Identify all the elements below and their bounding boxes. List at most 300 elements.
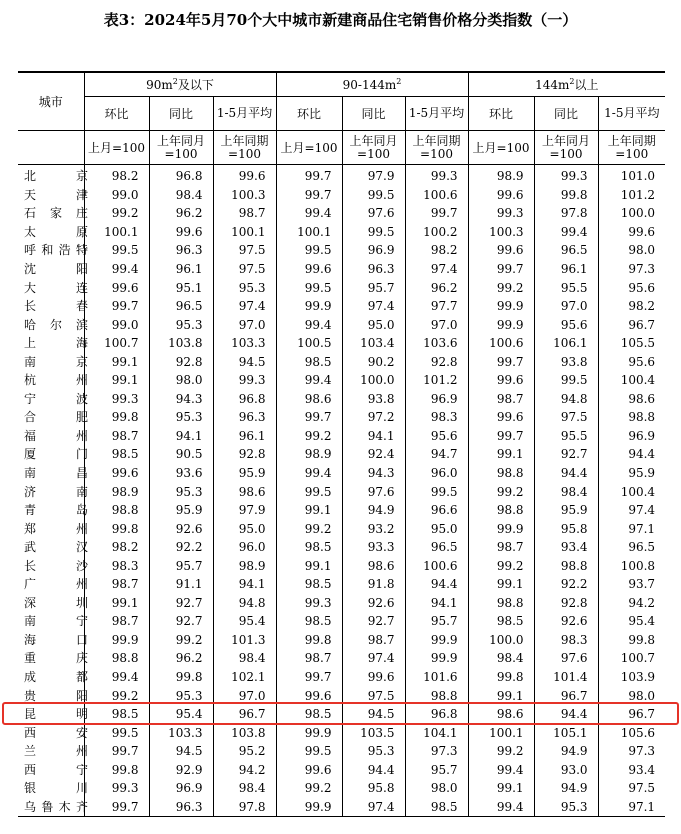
index-value-cell: 99.1 [84, 594, 149, 613]
index-value-cell: 98.7 [276, 649, 342, 668]
index-value-cell: 100.4 [598, 371, 665, 390]
index-value-cell: 99.4 [276, 371, 342, 390]
index-value-cell: 100.7 [84, 334, 149, 353]
index-value-cell: 92.6 [534, 612, 598, 631]
index-value-cell: 100.6 [405, 556, 468, 575]
index-value-cell: 95.9 [598, 464, 665, 483]
index-value-cell: 99.7 [468, 352, 534, 371]
index-value-cell: 93.8 [534, 352, 598, 371]
index-value-cell: 96.9 [405, 390, 468, 409]
city-name-text: 南 昌 [24, 466, 88, 481]
index-value-cell: 97.5 [534, 408, 598, 427]
city-name-text: 长 春 [24, 299, 88, 314]
index-value-cell: 99.1 [276, 501, 342, 520]
header-base-mom: 上月=100 [468, 131, 534, 165]
table-row [18, 165, 665, 186]
index-value-cell: 99.2 [468, 482, 534, 501]
index-value-cell: 94.9 [534, 779, 598, 798]
index-value-cell: 99.2 [468, 742, 534, 761]
index-value-cell: 103.3 [213, 334, 276, 353]
index-value-cell: 99.9 [84, 631, 149, 650]
table-row [18, 649, 665, 668]
header-group-90-below: $90m^2$及以下 [84, 72, 276, 97]
index-value-cell: 95.1 [149, 278, 213, 297]
table-row [18, 223, 665, 242]
index-value-cell: 90.2 [342, 352, 405, 371]
index-value-cell: 95.3 [149, 315, 213, 334]
city-name [18, 371, 88, 390]
index-value-cell: 98.7 [213, 204, 276, 223]
index-value-cell: 98.5 [84, 705, 149, 724]
city-name [18, 223, 88, 242]
index-value-cell: 99.7 [468, 427, 534, 446]
index-value-cell: 103.8 [213, 723, 276, 742]
index-value-cell: 92.8 [405, 352, 468, 371]
index-value-cell: 94.2 [213, 761, 276, 780]
index-value-cell: 97.4 [405, 260, 468, 279]
index-value-cell: 98.0 [598, 241, 665, 260]
index-value-cell: 100.0 [342, 371, 405, 390]
index-value-cell: 94.4 [405, 575, 468, 594]
index-value-cell: 99.6 [276, 260, 342, 279]
city-name-text: 济 南 [24, 484, 88, 499]
index-value-cell: 100.6 [405, 186, 468, 205]
city-name [18, 723, 88, 742]
index-value-cell: 97.3 [598, 260, 665, 279]
index-value-cell: 94.5 [149, 742, 213, 761]
index-value-cell: 98.5 [405, 798, 468, 817]
index-value-cell: 97.5 [342, 686, 405, 705]
index-value-cell: 98.5 [468, 612, 534, 631]
index-value-cell: 99.5 [276, 482, 342, 501]
index-value-cell: 98.9 [213, 556, 276, 575]
city-name-text: 深 圳 [24, 595, 88, 610]
index-value-cell: 95.0 [405, 519, 468, 538]
index-value-cell: 99.6 [468, 241, 534, 260]
index-value-cell: 99.9 [276, 798, 342, 817]
index-value-cell: 96.3 [149, 241, 213, 260]
index-value-cell: 98.5 [276, 538, 342, 557]
index-value-cell: 94.4 [342, 761, 405, 780]
city-name [18, 165, 88, 186]
index-value-cell: 93.4 [598, 761, 665, 780]
city-name [18, 575, 88, 594]
index-value-cell: 99.4 [84, 668, 149, 687]
index-value-cell: 99.7 [276, 186, 342, 205]
index-value-cell: 98.0 [405, 779, 468, 798]
index-value-cell: 98.5 [276, 612, 342, 631]
table-row [18, 464, 665, 483]
index-value-cell: 99.1 [468, 686, 534, 705]
index-value-cell: 99.2 [276, 519, 342, 538]
index-value-cell: 103.5 [342, 723, 405, 742]
index-value-cell: 99.4 [468, 761, 534, 780]
index-value-cell: 97.5 [213, 241, 276, 260]
index-value-cell: 95.8 [534, 519, 598, 538]
city-name-text: 广 州 [24, 577, 88, 592]
index-value-cell: 93.2 [342, 519, 405, 538]
index-value-cell: 100.1 [213, 223, 276, 242]
index-value-cell: 95.7 [405, 761, 468, 780]
index-value-cell: 98.5 [276, 705, 342, 724]
index-value-cell: 98.6 [342, 556, 405, 575]
index-value-cell: 99.3 [213, 371, 276, 390]
index-value-cell: 98.9 [468, 165, 534, 186]
index-value-cell: 96.5 [598, 538, 665, 557]
index-value-cell: 98.4 [213, 779, 276, 798]
city-name [18, 761, 88, 780]
index-value-cell: 100.3 [468, 223, 534, 242]
city-name [18, 556, 88, 575]
city-name [18, 427, 88, 446]
index-value-cell: 97.1 [598, 519, 665, 538]
index-value-cell: 101.3 [213, 631, 276, 650]
index-value-cell: 99.6 [468, 408, 534, 427]
table-row [18, 186, 665, 205]
index-value-cell: 96.0 [405, 464, 468, 483]
city-name [18, 594, 88, 613]
index-value-cell: 99.3 [405, 165, 468, 186]
table-row [18, 519, 665, 538]
city-name [18, 464, 88, 483]
index-value-cell: 103.4 [342, 334, 405, 353]
index-value-cell: 93.7 [598, 575, 665, 594]
index-value-cell: 97.4 [342, 297, 405, 316]
index-value-cell: 95.6 [534, 315, 598, 334]
index-value-cell: 99.8 [149, 668, 213, 687]
index-value-cell: 98.8 [468, 501, 534, 520]
city-name [18, 538, 88, 557]
index-value-cell: 96.8 [149, 165, 213, 186]
city-name-text: 南 宁 [24, 614, 88, 629]
header-mom: 环比 [468, 97, 534, 131]
index-value-cell: 99.1 [84, 371, 149, 390]
index-value-cell: 95.4 [213, 612, 276, 631]
header-avg: 1-5月平均 [598, 97, 665, 131]
index-value-cell: 99.4 [276, 464, 342, 483]
city-name-text: 西 安 [24, 725, 88, 740]
index-value-cell: 92.4 [342, 445, 405, 464]
index-value-cell: 99.6 [342, 668, 405, 687]
city-name [18, 186, 88, 205]
index-value-cell: 95.3 [342, 742, 405, 761]
index-value-cell: 96.3 [342, 260, 405, 279]
header-base-yoy: 上年同月=100 [534, 131, 598, 165]
index-value-cell: 91.1 [149, 575, 213, 594]
index-value-cell: 95.3 [149, 686, 213, 705]
index-value-cell: 95.3 [149, 408, 213, 427]
index-value-cell: 99.4 [468, 798, 534, 817]
index-value-cell: 105.5 [598, 334, 665, 353]
index-value-cell: 98.7 [84, 427, 149, 446]
header-mom: 环比 [276, 97, 342, 131]
index-value-cell: 99.5 [84, 241, 149, 260]
index-value-cell: 98.3 [84, 556, 149, 575]
city-name-text: 北 京 [24, 169, 88, 184]
index-value-cell: 97.0 [534, 297, 598, 316]
index-value-cell: 94.3 [342, 464, 405, 483]
city-name [18, 390, 88, 409]
index-value-cell: 99.9 [468, 297, 534, 316]
index-value-cell: 92.8 [149, 352, 213, 371]
table-row [18, 260, 665, 279]
index-value-cell: 99.7 [276, 408, 342, 427]
index-value-cell: 94.3 [149, 390, 213, 409]
index-value-cell: 94.4 [534, 464, 598, 483]
index-value-cell: 97.0 [405, 315, 468, 334]
table-row [18, 761, 665, 780]
index-value-cell: 97.8 [213, 798, 276, 817]
table-row [18, 390, 665, 409]
index-value-cell: 99.5 [84, 723, 149, 742]
table-row [18, 501, 665, 520]
header-base-mom: 上月=100 [84, 131, 149, 165]
index-value-cell: 98.8 [468, 594, 534, 613]
city-name-text: 宁 波 [24, 391, 88, 406]
table-row [18, 538, 665, 557]
index-value-cell: 98.4 [149, 186, 213, 205]
index-value-cell: 98.7 [468, 538, 534, 557]
city-name-text: 乌 鲁 木 齐 [24, 799, 88, 814]
index-value-cell: 98.8 [405, 686, 468, 705]
header-base-avg: 上年同期=100 [213, 131, 276, 165]
city-name [18, 779, 88, 798]
index-value-cell: 99.8 [276, 631, 342, 650]
header-mom: 环比 [84, 97, 149, 131]
index-value-cell: 95.6 [598, 352, 665, 371]
city-name-text: 沈 阳 [24, 262, 88, 276]
index-value-cell: 101.4 [534, 668, 598, 687]
index-value-cell: 96.5 [534, 241, 598, 260]
city-name-text: 天 津 [24, 187, 88, 202]
table-row [18, 297, 665, 316]
index-value-cell: 92.6 [342, 594, 405, 613]
index-value-cell: 99.2 [276, 427, 342, 446]
city-name [18, 297, 88, 316]
index-value-cell: 99.6 [468, 186, 534, 205]
index-value-cell: 97.3 [598, 742, 665, 761]
index-value-cell: 98.3 [534, 631, 598, 650]
header-base-yoy: 上年同月=100 [342, 131, 405, 165]
index-value-cell: 100.0 [468, 631, 534, 650]
table-row [18, 556, 665, 575]
index-value-cell: 101.2 [598, 186, 665, 205]
index-value-cell: 99.4 [276, 315, 342, 334]
index-value-cell: 99.1 [84, 352, 149, 371]
index-value-cell: 95.7 [149, 556, 213, 575]
city-name-text: 太 原 [24, 224, 88, 239]
index-value-cell: 98.6 [598, 390, 665, 409]
index-value-cell: 98.5 [84, 445, 149, 464]
table-row [18, 371, 665, 390]
index-value-cell: 97.5 [598, 779, 665, 798]
index-value-cell: 98.8 [84, 649, 149, 668]
index-value-cell: 94.5 [213, 352, 276, 371]
city-name-text: 重 庆 [24, 651, 88, 666]
index-value-cell: 96.7 [598, 315, 665, 334]
index-value-cell: 96.8 [213, 390, 276, 409]
index-value-cell: 99.5 [276, 241, 342, 260]
index-value-cell: 90.5 [149, 445, 213, 464]
index-value-cell: 95.3 [213, 278, 276, 297]
index-value-cell: 101.0 [598, 165, 665, 186]
city-name-text: 昆 明 [24, 707, 88, 722]
index-value-cell: 99.7 [276, 668, 342, 687]
index-value-cell: 99.9 [468, 519, 534, 538]
index-value-cell: 95.6 [598, 278, 665, 297]
index-value-cell: 96.6 [405, 501, 468, 520]
index-value-cell: 98.0 [598, 686, 665, 705]
city-name-text: 南 京 [24, 354, 88, 369]
index-value-cell: 94.2 [598, 594, 665, 613]
city-name-text: 贵 阳 [24, 688, 88, 703]
index-value-cell: 96.9 [598, 427, 665, 446]
index-value-cell: 99.6 [598, 223, 665, 242]
index-value-cell: 99.7 [84, 297, 149, 316]
index-value-cell: 99.8 [534, 186, 598, 205]
index-value-cell: 104.1 [405, 723, 468, 742]
index-value-cell: 97.4 [213, 297, 276, 316]
city-name [18, 315, 88, 334]
index-value-cell: 97.6 [342, 204, 405, 223]
index-value-cell: 95.5 [534, 278, 598, 297]
city-name-text: 长 沙 [24, 558, 88, 573]
index-value-cell: 93.6 [149, 464, 213, 483]
index-value-cell: 99.9 [468, 315, 534, 334]
city-name-text: 呼 和 浩 特 [24, 243, 88, 258]
index-value-cell: 97.0 [213, 686, 276, 705]
index-value-cell: 96.1 [149, 260, 213, 279]
index-value-cell: 99.5 [342, 186, 405, 205]
index-value-cell: 99.7 [276, 165, 342, 186]
table-row [18, 631, 665, 650]
index-value-cell: 98.0 [149, 371, 213, 390]
index-value-cell: 95.9 [149, 501, 213, 520]
index-value-cell: 95.3 [149, 482, 213, 501]
index-value-cell: 99.2 [468, 278, 534, 297]
header-base-avg: 上年同期=100 [405, 131, 468, 165]
index-value-cell: 98.3 [405, 408, 468, 427]
index-value-cell: 97.4 [342, 798, 405, 817]
index-value-cell: 100.1 [276, 223, 342, 242]
index-value-cell: 99.9 [405, 631, 468, 650]
header-avg: 1-5月平均 [213, 97, 276, 131]
index-value-cell: 99.8 [84, 761, 149, 780]
index-value-cell: 95.7 [405, 612, 468, 631]
index-value-cell: 97.5 [213, 260, 276, 279]
table-row [18, 482, 665, 501]
index-value-cell: 99.5 [405, 482, 468, 501]
index-value-cell: 91.8 [342, 575, 405, 594]
city-name [18, 482, 88, 501]
index-value-cell: 96.9 [342, 241, 405, 260]
index-value-cell: 95.4 [149, 705, 213, 724]
index-value-cell: 98.4 [213, 649, 276, 668]
index-value-cell: 100.6 [468, 334, 534, 353]
index-value-cell: 98.5 [276, 575, 342, 594]
index-value-cell: 97.8 [534, 204, 598, 223]
index-value-cell: 95.7 [342, 278, 405, 297]
index-value-cell: 93.0 [534, 761, 598, 780]
table-row [18, 334, 665, 353]
index-value-cell: 100.1 [84, 223, 149, 242]
index-value-cell: 99.0 [84, 315, 149, 334]
index-value-cell: 99.3 [84, 390, 149, 409]
index-value-cell: 92.8 [534, 594, 598, 613]
index-value-cell: 95.4 [598, 612, 665, 631]
index-value-cell: 92.7 [534, 445, 598, 464]
index-value-cell: 99.7 [84, 742, 149, 761]
index-value-cell: 97.2 [342, 408, 405, 427]
header-yoy: 同比 [534, 97, 598, 131]
table-row [18, 575, 665, 594]
index-value-cell: 99.4 [534, 223, 598, 242]
index-value-cell: 100.7 [598, 649, 665, 668]
index-value-cell: 92.8 [213, 445, 276, 464]
index-value-cell: 92.7 [342, 612, 405, 631]
index-value-cell: 97.6 [534, 649, 598, 668]
index-value-cell: 96.3 [149, 798, 213, 817]
index-value-cell: 98.4 [468, 649, 534, 668]
index-value-cell: 99.9 [405, 649, 468, 668]
index-value-cell: 100.8 [598, 556, 665, 575]
index-value-cell: 99.6 [276, 761, 342, 780]
city-name [18, 408, 88, 427]
index-value-cell: 100.4 [598, 482, 665, 501]
index-value-cell: 106.1 [534, 334, 598, 353]
table-row [18, 315, 665, 334]
city-name-text: 合 肥 [24, 410, 88, 425]
index-value-cell: 95.3 [534, 798, 598, 817]
index-value-cell: 99.6 [84, 278, 149, 297]
table-row [18, 612, 665, 631]
index-value-cell: 99.1 [276, 556, 342, 575]
index-value-cell: 99.3 [534, 165, 598, 186]
city-name-text: 郑 州 [24, 521, 88, 536]
table-row [18, 352, 665, 371]
index-value-cell: 98.8 [468, 464, 534, 483]
index-value-cell: 99.9 [276, 297, 342, 316]
index-value-cell: 94.8 [534, 390, 598, 409]
index-value-cell: 105.1 [534, 723, 598, 742]
index-value-cell: 96.5 [405, 538, 468, 557]
header-group-144-above: $144m^2$以上 [468, 72, 665, 97]
city-name [18, 501, 88, 520]
index-value-cell: 98.6 [276, 390, 342, 409]
index-value-cell: 97.1 [598, 798, 665, 817]
city-name [18, 352, 88, 371]
table-row [18, 779, 665, 798]
index-value-cell: 92.7 [149, 612, 213, 631]
index-value-cell: 96.2 [405, 278, 468, 297]
index-value-cell: 98.7 [84, 575, 149, 594]
index-value-cell: 94.9 [342, 501, 405, 520]
index-value-cell: 99.1 [468, 575, 534, 594]
index-value-cell: 95.9 [213, 464, 276, 483]
index-value-cell: 103.6 [405, 334, 468, 353]
index-value-cell: 97.9 [213, 501, 276, 520]
index-value-cell: 99.3 [468, 204, 534, 223]
index-value-cell: 94.8 [213, 594, 276, 613]
index-value-cell: 93.3 [342, 538, 405, 557]
header-base-mom: 上月=100 [276, 131, 342, 165]
index-value-cell: 99.6 [468, 371, 534, 390]
table-row [18, 445, 665, 464]
city-name [18, 260, 88, 279]
highlight-box-kunming [2, 702, 679, 726]
index-value-cell: 92.2 [149, 538, 213, 557]
index-value-cell: 96.7 [598, 705, 665, 724]
